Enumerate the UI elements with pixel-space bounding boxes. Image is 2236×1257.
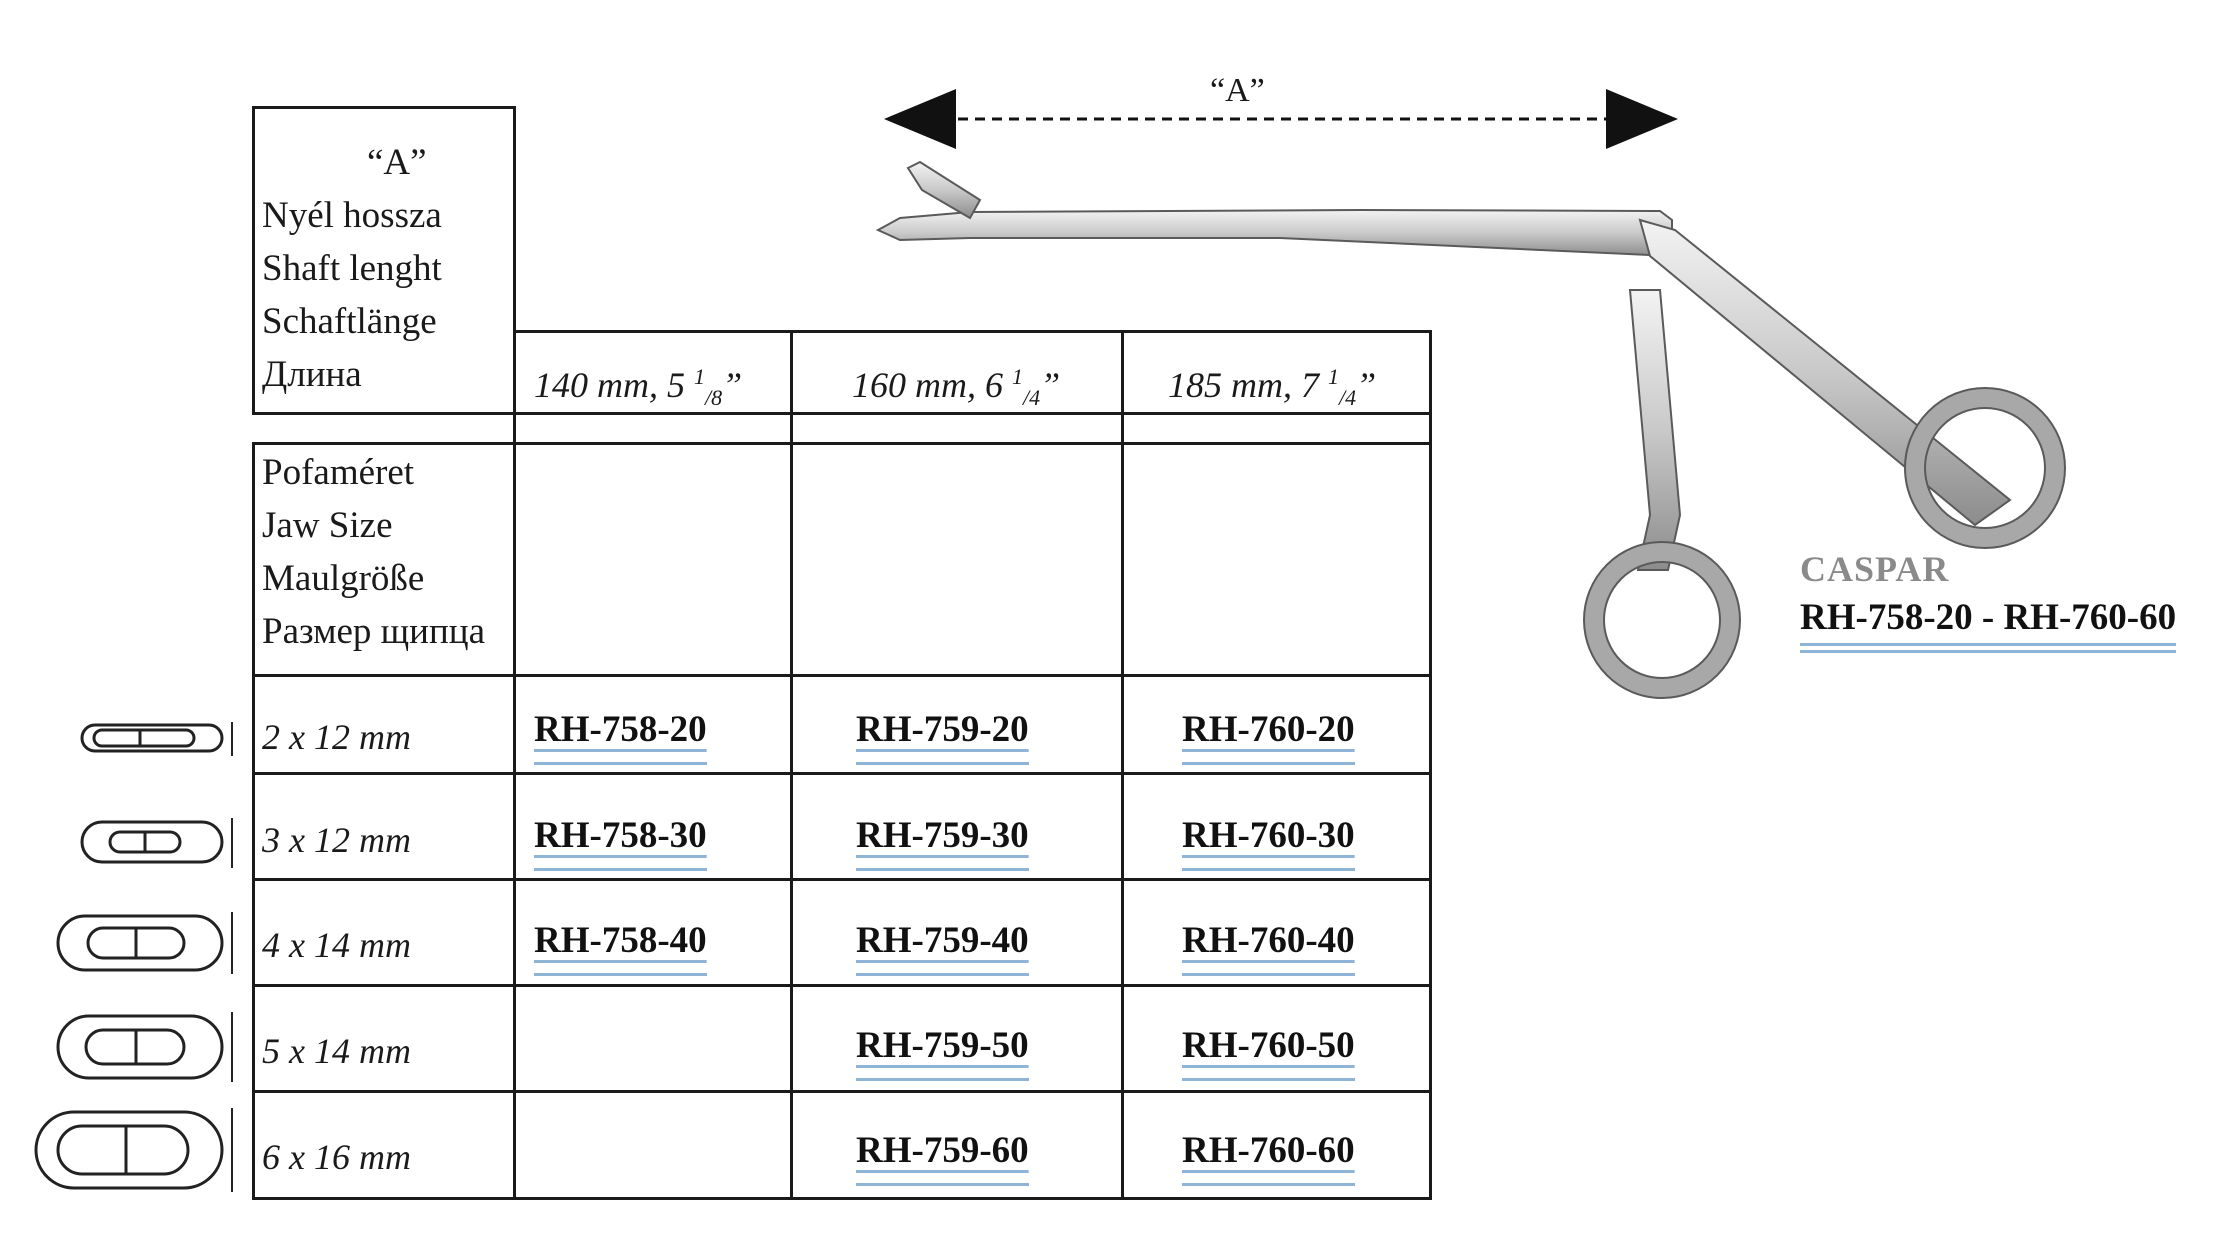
table-border: [252, 106, 516, 109]
jaw-icon-4x14: [56, 912, 240, 979]
shaft-label-hu: Nyél hossza: [262, 195, 442, 236]
table-border: [252, 674, 1432, 677]
shaft-length-140: 140 mm, 5 $^1_{/8}$”: [534, 364, 743, 411]
product-code-link[interactable]: RH-758-40: [534, 920, 707, 961]
table-border: [252, 442, 1432, 445]
table-border: [790, 330, 793, 1200]
product-range-link[interactable]: RH-758-20 - RH-760-60: [1800, 596, 2176, 646]
product-code-link[interactable]: RH-758-20: [534, 709, 707, 750]
jaw-label-hu: Pofaméret: [262, 452, 415, 493]
table-border: [252, 106, 255, 414]
jaw-icon-3x12: [80, 818, 240, 873]
jaw-header-cell: [262, 446, 512, 658]
table-border: [513, 330, 1432, 333]
product-code-link[interactable]: RH-760-60: [1182, 1130, 1355, 1171]
jaw-icon-6x16: [34, 1108, 240, 1197]
product-name: CASPAR: [1800, 549, 1950, 589]
product-code-link[interactable]: RH-759-40: [856, 920, 1029, 961]
table-border: [513, 106, 516, 1200]
jaw-label-ru: Размер щипца: [262, 611, 485, 652]
table-border: [252, 772, 1432, 775]
a-mark: “A”: [367, 142, 427, 183]
table-border: [1121, 330, 1124, 1200]
table-border: [1429, 330, 1432, 1200]
jaw-label-en: Jaw Size: [262, 505, 393, 546]
jaw-size: 5 x 14 mm: [262, 1031, 411, 1071]
jaw-label-de: Maulgröße: [262, 558, 425, 599]
product-code-link[interactable]: RH-760-40: [1182, 920, 1355, 961]
product-code-link[interactable]: RH-759-30: [856, 815, 1029, 856]
table-border: [252, 442, 255, 1200]
product-code-link[interactable]: RH-760-30: [1182, 815, 1355, 856]
table-border: [252, 1197, 1432, 1200]
jaw-size: 6 x 16 mm: [262, 1137, 411, 1177]
jaw-size: 3 x 12 mm: [262, 820, 411, 860]
jaw-icon-2x12: [80, 722, 240, 761]
product-info: [1800, 548, 2176, 646]
jaw-size: 4 x 14 mm: [262, 925, 411, 965]
product-code-link[interactable]: RH-760-50: [1182, 1025, 1355, 1066]
shaft-length-185: 185 mm, 7 $^1_{/4}$”: [1168, 364, 1377, 411]
dimension-label: “A”: [1210, 72, 1265, 109]
product-code-link[interactable]: RH-758-30: [534, 815, 707, 856]
table-border: [252, 878, 1432, 881]
spec-table: [252, 106, 1432, 1200]
product-code-link[interactable]: RH-760-20: [1182, 709, 1355, 750]
table-border: [252, 1090, 1432, 1093]
shaft-header-cell: [262, 136, 512, 401]
shaft-label-ru: Длина: [262, 354, 362, 395]
jaw-icon-5x14: [56, 1012, 240, 1087]
shaft-label-en: Shaft lenght: [262, 248, 442, 289]
product-code-link[interactable]: RH-759-50: [856, 1025, 1029, 1066]
product-code-link[interactable]: RH-759-60: [856, 1130, 1029, 1171]
table-border: [252, 984, 1432, 987]
shaft-label-de: Schaftlänge: [262, 301, 437, 342]
product-code-link[interactable]: RH-759-20: [856, 709, 1029, 750]
shaft-length-160: 160 mm, 6 $^1_{/4}$”: [852, 364, 1061, 411]
jaw-size: 2 x 12 mm: [262, 717, 411, 757]
table-border: [252, 412, 1432, 415]
